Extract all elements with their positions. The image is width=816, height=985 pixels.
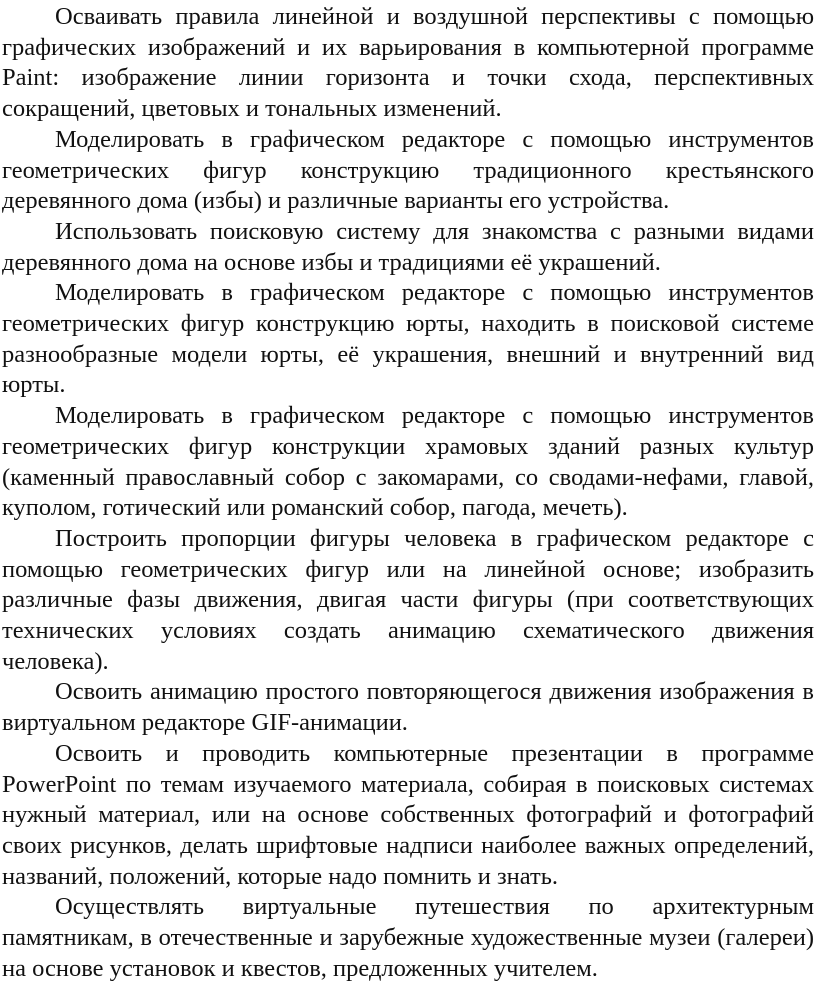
paragraph-perspective: Осваивать правила линейной и воздушной перспективы с помощью графических изображений и их варьирования в компьютерной программе Paint: изображение линии горизонта и точки схода, перспективных сокращений, цветовых и тональных изменений. (2, 3, 814, 123)
paragraph-temple-model: Моделировать в графическом редакторе с помощью инструментов геометрических фигур конструкции храмовых зданий разных культур (каменный православный собор с закомарами, со сводами-нефами, главой, куполом, готический или романский собор, пагода, мечеть). (2, 402, 814, 522)
paragraph-human-figure: Построить пропорции фигуры человека в графическом редакторе с помощью геометрических фигур или на линейной основе; изобразить различные фазы движения, двигая части фигуры (при соответствующих технических условиях создать анимацию схематического движения человека). (2, 524, 814, 675)
paragraph-gif-animation: Освоить анимацию простого повторяющегося движения изображения в виртуальном редакторе GIF-анимации. (2, 678, 814, 737)
paragraph-izba-model: Моделировать в графическом редакторе с помощью инструментов геометрических фигур конструкцию традиционного крестьянского деревянного дома (избы) и различные варианты его устройства. (2, 125, 814, 215)
paragraph-powerpoint: Освоить и проводить компьютерные презентации в программе PowerPoint по темам изучаемого материала, собирая в поисковых системах нужный материал, или на основе собственных фотографий и фотографий своих рисунков, делать шрифтовые надписи наиболее важных определений, названий, положений, которые надо помнить и знать. (2, 739, 814, 890)
paragraph-virtual-tours: Осуществлять виртуальные путешествия по архитектурным памятникам, в отечественные и зарубежные художественные музеи (галереи) на основе установок и квестов, предложенных учителем. (2, 893, 814, 982)
paragraph-izba-search: Использовать поисковую систему для знакомства с разными видами деревянного дома на основе избы и традициями её украшений. (2, 217, 814, 276)
paragraph-yurt-model: Моделировать в графическом редакторе с помощью инструментов геометрических фигур конструкцию юрты, находить в поисковой системе разнообразные модели юрты, её украшения, внешний и внутренний вид юрты. (2, 279, 814, 399)
